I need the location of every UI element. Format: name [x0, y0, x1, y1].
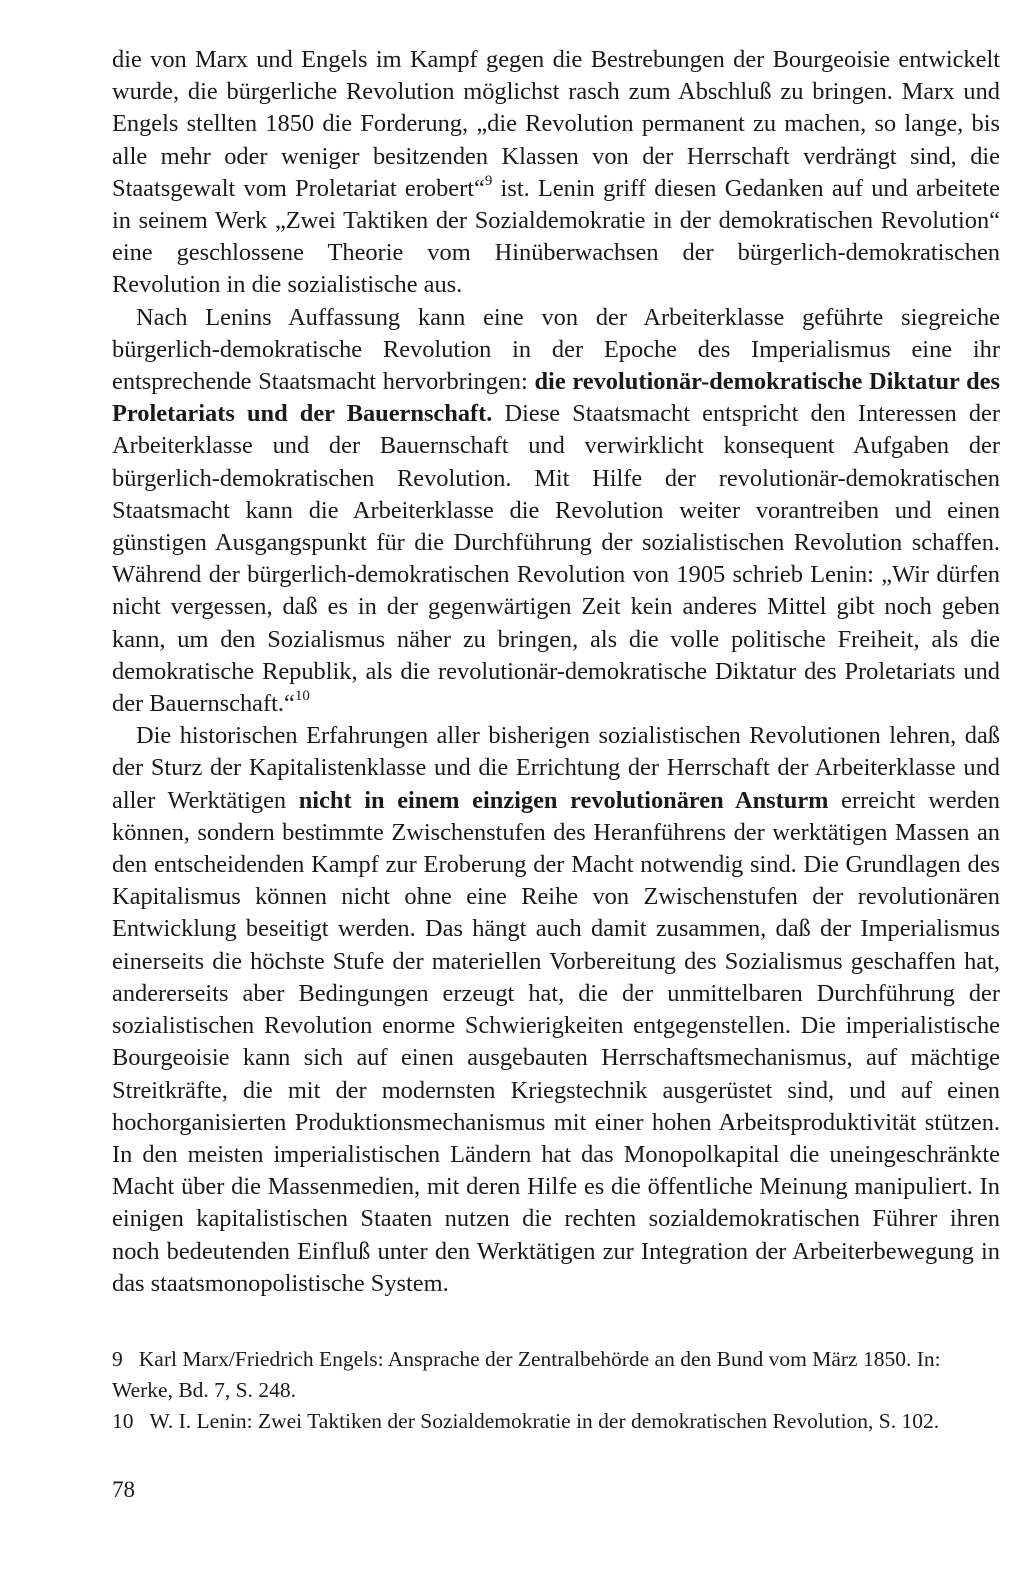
footnotes [112, 1344, 1000, 1437]
paragraph-text: Nach Lenins Auffassung kann eine von der Arbeiterklasse geführte siegreiche bürgerlich-demokratische Revolution in der Epoche des Imperialismus eine ihr entsprechende Staatsmacht hervorbringen: [112, 303, 1000, 396]
paragraph-text: erreicht werden können, sondern bestimmte Zwischenstufen des Heranführens der werktätigen Massen an den entscheidenden Kampf zur Eroberung der Macht notwendig sind. Die Grundlagen des Kapitalismus können nicht ohne eine Reihe von Zwischenstufen der revolutionären Entwicklung beseitigt werden. Das hängt auch damit zusammen, daß der Imperialismus einerseits die höchste Stufe der materiellen Vorbereitung des Sozialismus geschaffen hat, andererseits aber Bedingungen erzeugt hat, die der unmittelbaren Durchführung der sozialistischen Revolution enorme Schwierigkeiten entgegenstellen. Die imperialistische Bourgeoisie kann sich auf einen ausgebauten Herrschaftsmechanismus, auf mächtige Streitkräfte, die mit der modernsten Kriegstechnik ausgerüstet sind, und auf einen hochorganisierten Produktionsmechanismus mit einer hohen Arbeitsproduktivität stützen. In den meisten imperialistischen Ländern hat das Monopolkapital die uneingeschränkte Macht über die Massenmedien, mit deren Hilfe es die öffentliche Meinung manipuliert. In einigen kapitalistischen Staaten nutzen die rechten sozialdemokratischen Führer ihren noch bedeutenden Einfluß unter den Werktätigen zur Integration der Arbeiterbewegung in das staatsmonopolistische System. [112, 786, 1000, 1297]
paragraph-text: ist. Lenin griff diesen Gedanken auf und arbeitete in seinem Werk „Zwei Taktiken der Sozialdemokratie in der demokratischen Revolution“ eine geschlossene Theorie vom Hinüberwachsen der bürgerlich-demokratischen Revolution in die sozialistische aus. [112, 174, 1000, 299]
emphasized-text: die revolutionär-demokratische Diktatur des Proletariats und der Bauernschaft. [112, 368, 1000, 428]
footnote-number: 10 [112, 1408, 134, 1433]
paragraph-3 [112, 720, 1000, 1300]
emphasized-text: nicht in einem einzigen revolutionären Ansturm [298, 786, 829, 814]
paragraph-2 [112, 302, 1000, 721]
footnote-text: W. I. Lenin: Zwei Taktiken der Sozialdemokratie in der demokratischen Revolution, S. 102. [149, 1408, 940, 1433]
book-page [112, 44, 1000, 1505]
paragraph-text: die von Marx und Engels im Kampf gegen die Bestrebungen der Bourgeoisie entwickelt wurde, die bürgerliche Revolution möglichst rasch zum Abschluß zu bringen. Marx und Engels stellten 1850 die Forderung, „die Revolution permanent zu machen, so lange, bis alle mehr oder weniger besitzenden Klassen von der Herrschaft verdrängt sind, die Staatsgewalt vom Proletariat erobert“ [112, 46, 1000, 202]
main-text [112, 44, 1000, 1300]
footnote-text: Karl Marx/Friedrich Engels: Ansprache der Zentralbehörde an den Bund vom März 1850. In: Werke, Bd. 7, S. 248. [112, 1346, 941, 1402]
paragraph-1 [112, 44, 1000, 302]
footnote-10 [112, 1406, 1000, 1437]
paragraph-text: Die historischen Erfahrungen aller bisherigen sozialistischen Revolutionen lehren, daß der Sturz der Kapitalistenklasse und die Errichtung der Herrschaft der Arbeiterklasse und aller Werktätigen [112, 722, 1000, 814]
page-number: 78 [112, 1476, 135, 1502]
footnote-reference: 10 [294, 687, 310, 704]
paragraph-text: Diese Staatsmacht entspricht den Interessen der Arbeiterklasse und der Bauernschaft und verwirklicht konsequent Aufgaben der bürgerlich-demokratischen Revolution. Mit Hilfe der revolutionär-demokratischen Staatsmacht kann die Arbeiterklasse die Revolution weiter vorantreiben und einen günstigen Ausgangspunkt für die Durchführung der sozialistischen Revolution schaffen. Während der bürgerlich-demokratischen Revolution von 1905 schrieb Lenin: „Wir dürfen nicht vergessen, daß es in der gegenwärtigen Zeit kein anderes Mittel gibt noch geben kann, um den Sozialismus näher zu bringen, als die volle politische Freiheit, als die demokratische Republik, als die revolutionär-demokratische Diktatur des Proletariats und der Bauernschaft.“ [112, 400, 1000, 718]
footnote-reference: 9 [484, 172, 493, 189]
footnote-9 [112, 1344, 1000, 1406]
footnote-number: 9 [112, 1346, 123, 1371]
